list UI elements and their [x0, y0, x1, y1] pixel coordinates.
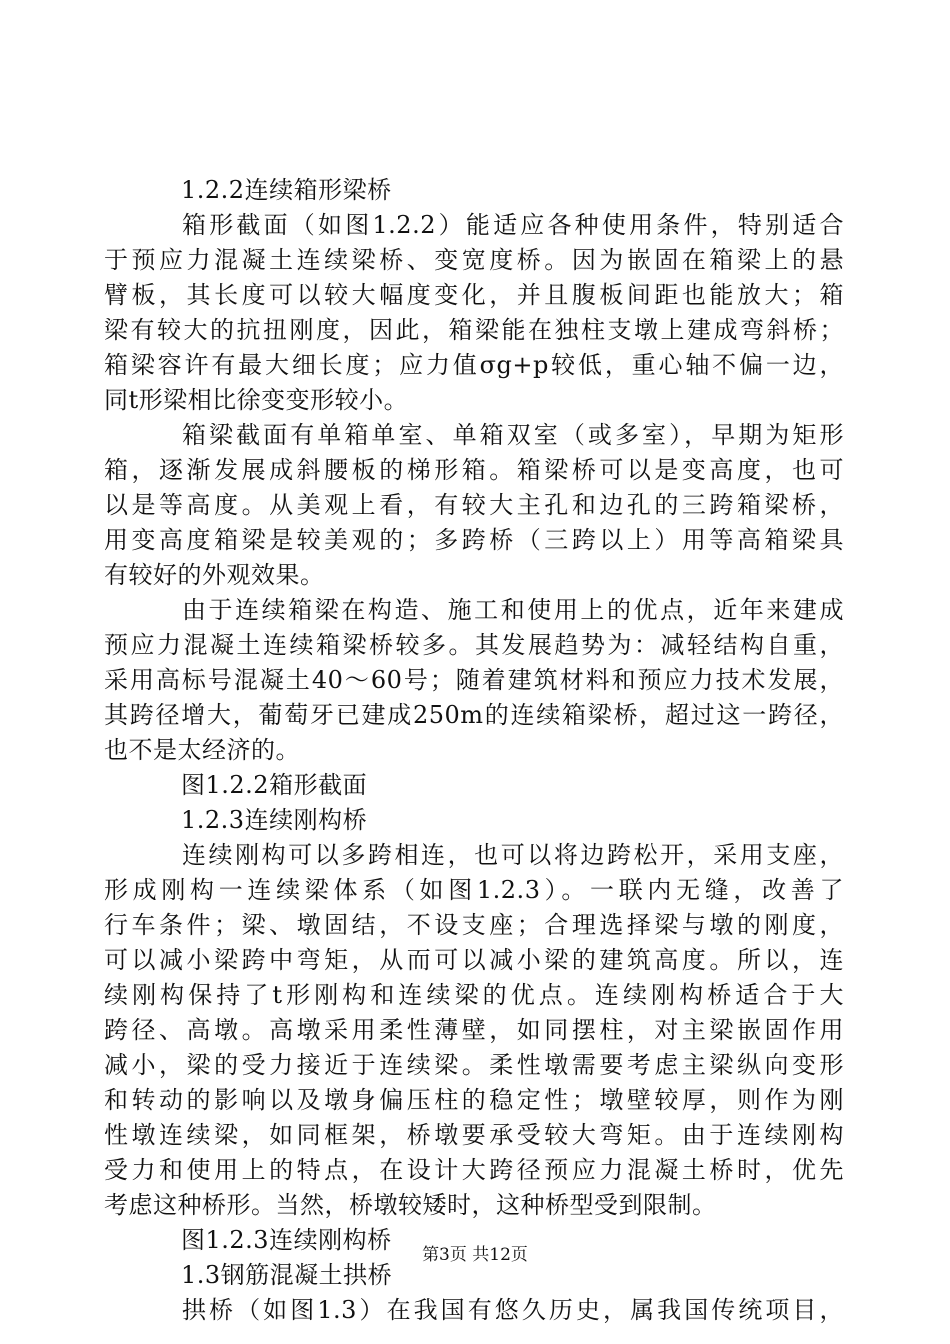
paragraph-line: 同t形梁相比徐变变形较小。 — [104, 386, 409, 414]
paragraph-line: 跨径、高墩。高墩采用柔性薄壁，如同摆柱，对主梁嵌固作用 — [104, 1016, 844, 1044]
paragraph-line: 用变高度箱梁是较美观的；多跨桥（三跨以上）用等高箱梁具 — [104, 526, 844, 554]
paragraph-line: 梁有较大的抗扭刚度，因此，箱梁能在独柱支墩上建成弯斜桥； — [104, 316, 844, 344]
paragraph-line: 拱桥（如图1.3）在我国有悠久历史，属我国传统项目， — [182, 1296, 844, 1324]
paragraph-line: 由于连续箱梁在构造、施工和使用上的优点，近年来建成 — [182, 596, 844, 624]
paragraph-line: 受力和使用上的特点，在设计大跨径预应力混凝土桥时，优先 — [104, 1156, 844, 1184]
section-heading: 1.2.3连续刚构桥 — [181, 806, 368, 834]
paragraph-line: 也不是太经济的。 — [104, 736, 300, 764]
paragraph-line: 减小，梁的受力接近于连续梁。柔性墩需要考虑主梁纵向变形 — [104, 1051, 844, 1079]
paragraph-line: 箱，逐渐发展成斜腰板的梯形箱。箱梁桥可以是变高度，也可 — [104, 456, 844, 484]
paragraph-line: 有较好的外观效果。 — [104, 561, 325, 589]
paragraph-line: 箱形截面（如图1.2.2）能适应各种使用条件，特别适合 — [182, 211, 844, 239]
paragraph-line: 连续刚构可以多跨相连，也可以将边跨松开，采用支座， — [182, 841, 844, 869]
document-body — [104, 173, 844, 1328]
paragraph-line: 行车条件；梁、墩固结，不设支座；合理选择梁与墩的刚度， — [104, 911, 844, 939]
paragraph-line: 考虑这种桥形。当然，桥墩较矮时，这种桥型受到限制。 — [104, 1191, 717, 1219]
paragraph-line: 以是等高度。从美观上看，有较大主孔和边孔的三跨箱梁桥， — [104, 491, 844, 519]
page-number-footer: 第3页 共12页 — [422, 1245, 528, 1265]
section-heading: 1.3钢筋混凝土拱桥 — [181, 1261, 393, 1289]
paragraph-line: 形成刚构一连续梁体系（如图1.2.3）。一联内无缝，改善了 — [104, 876, 844, 904]
paragraph-line: 续刚构保持了t形刚构和连续梁的优点。连续刚构桥适合于大 — [104, 981, 844, 1009]
paragraph-line: 于预应力混凝土连续梁桥、变宽度桥。因为嵌固在箱梁上的悬 — [104, 246, 844, 274]
paragraph-line: 性墩连续梁，如同框架，桥墩要承受较大弯矩。由于连续刚构 — [104, 1121, 844, 1149]
paragraph-line: 可以减小梁跨中弯矩，从而可以减小梁的建筑高度。所以，连 — [104, 946, 844, 974]
paragraph-line: 预应力混凝土连续箱梁桥较多。其发展趋势为：减轻结构自重， — [104, 631, 844, 659]
paragraph-line: 臂板，其长度可以较大幅度变化，并且腹板间距也能放大；箱 — [104, 281, 844, 309]
paragraph-line: 其跨径增大，葡萄牙已建成250m的连续箱梁桥，超过这一跨径， — [104, 701, 844, 729]
figure-caption: 图1.2.2箱形截面 — [181, 771, 368, 799]
figure-caption: 图1.2.3连续刚构桥 — [181, 1226, 392, 1254]
paragraph-line: 和转动的影响以及墩身偏压柱的稳定性；墩壁较厚，则作为刚 — [104, 1086, 844, 1114]
paragraph-line: 箱梁容许有最大细长度；应力值σg+p较低，重心轴不偏一边， — [104, 351, 844, 379]
paragraph-line: 箱梁截面有单箱单室、单箱双室（或多室），早期为矩形 — [182, 421, 844, 449]
paragraph-line: 采用高标号混凝土40～60号；随着建筑材料和预应力技术发展， — [104, 666, 844, 694]
section-heading: 1.2.2连续箱形梁桥 — [181, 176, 392, 204]
